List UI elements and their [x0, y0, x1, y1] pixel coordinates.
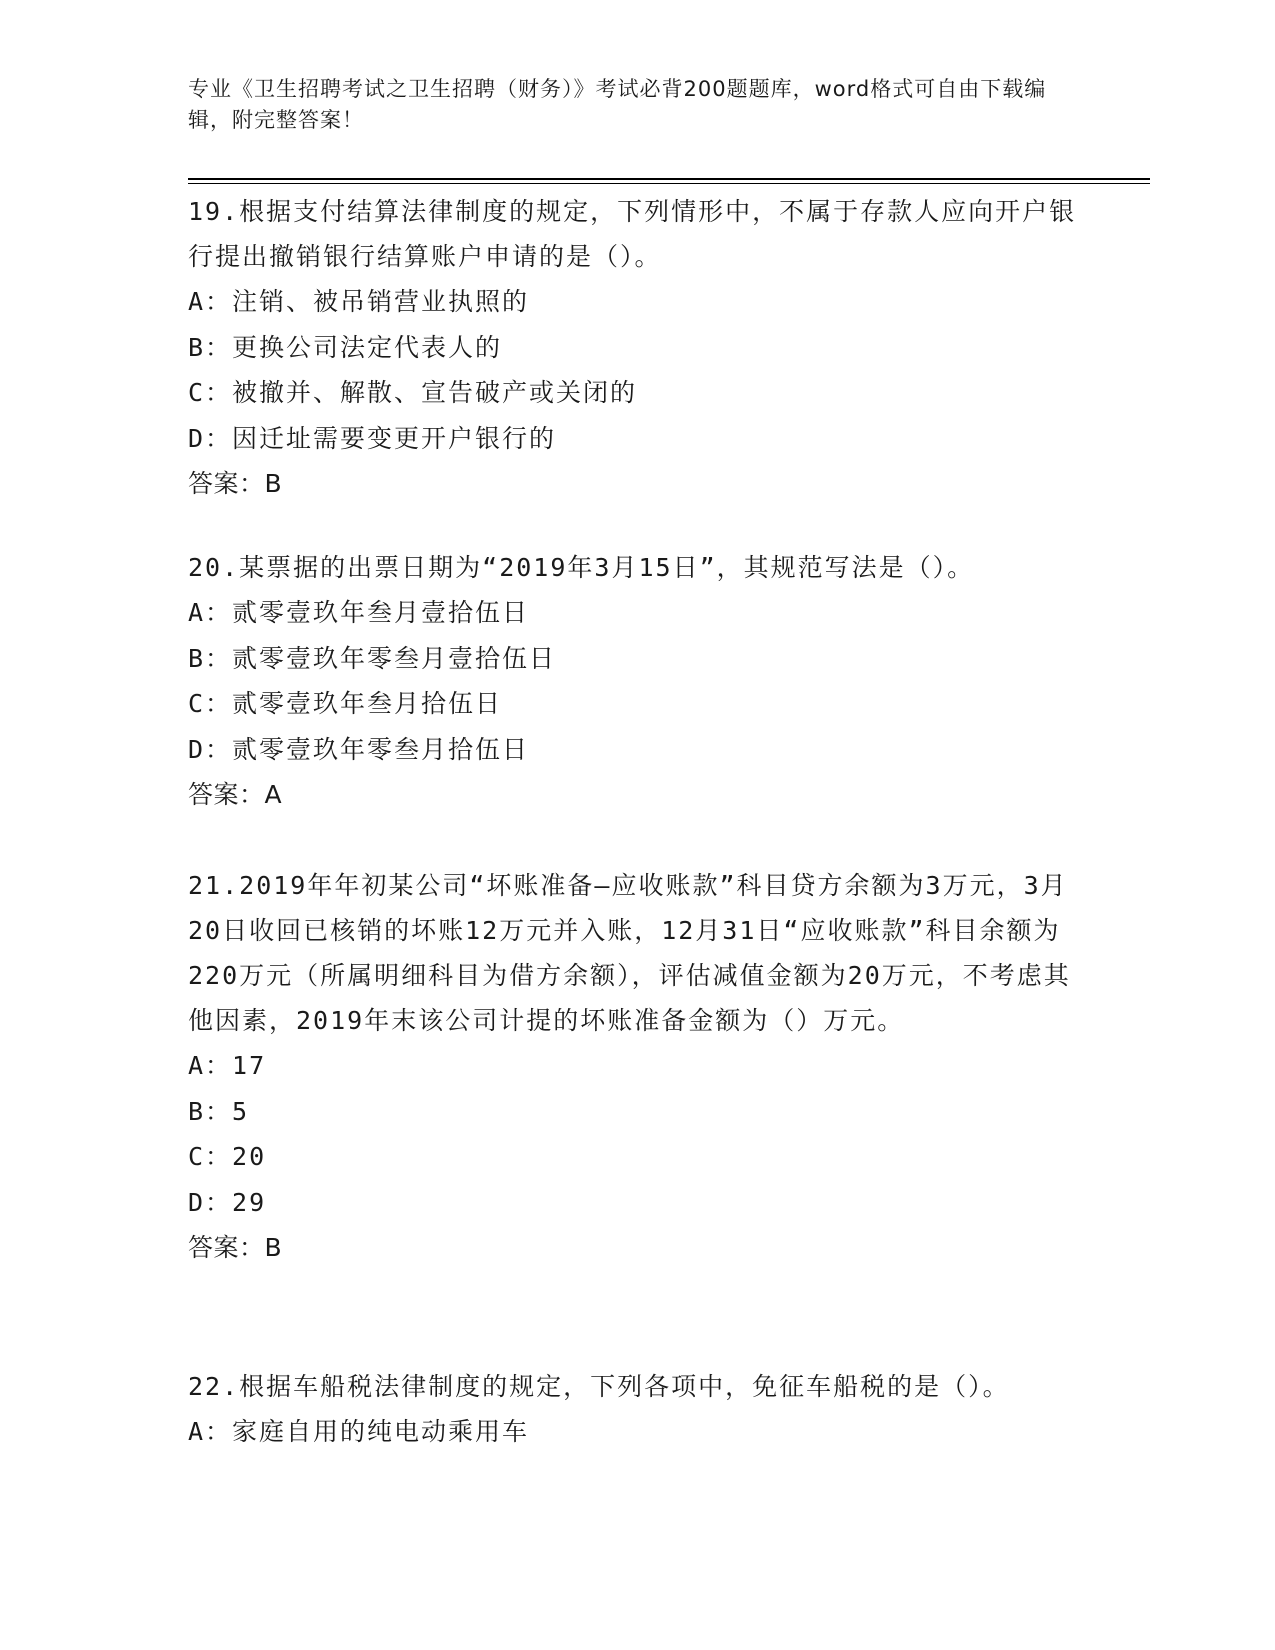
- answer-line: 答案：B: [188, 469, 283, 498]
- question-stem: 22.根据车船税法律制度的规定，下列各项中，免征车船税的是（）。: [188, 1372, 1010, 1401]
- option-c: C：被撤并、解散、宣告破产或关闭的: [188, 378, 638, 407]
- question-stem: 19.根据支付结算法律制度的规定，下列情形中，不属于存款人应向开户银行提出撤销银行结算账户申请的是（）。: [188, 197, 1077, 271]
- question-stem: 21.2019年年初某公司“坏账准备—应收账款”科目贷方余额为3万元，3月20日收回已核销的坏账12万元并入账，12月31日“应收账款”科目余额为220万元（所属明细科目为借方余额），评估减值金额为20万元，不考虑其他因素，2019年末该公司计提的坏账准备金额为（）万元。: [188, 871, 1071, 1035]
- option-a: A：贰零壹玖年叁月壹拾伍日: [188, 598, 530, 627]
- header-divider-thin: [188, 183, 1150, 184]
- option-d: D：因迁址需要变更开户银行的: [188, 423, 557, 453]
- answer-line: 答案：B: [188, 1233, 283, 1262]
- option-a: A：家庭自用的纯电动乘用车: [188, 1417, 530, 1446]
- header-divider-thick: [188, 178, 1150, 180]
- document-header: 专业《卫生招聘考试之卫生招聘（财务）》考试必背200题题库，word格式可自由下载编辑，附完整答案！: [188, 77, 1047, 132]
- option-d: D：29: [188, 1187, 267, 1217]
- answer-line: 答案：A: [188, 780, 283, 809]
- question-stem: 20.某票据的出票日期为“2019年3月15日”，其规范写法是（）。: [188, 553, 975, 582]
- option-d: D：贰零壹玖年零叁月拾伍日: [188, 734, 530, 764]
- option-b: B：5: [188, 1096, 250, 1126]
- option-c: C：20: [188, 1142, 267, 1171]
- question-22: [188, 1364, 1078, 1455]
- question-20: [188, 545, 1078, 818]
- option-c: C：贰零壹玖年叁月拾伍日: [188, 689, 503, 718]
- question-21: [188, 863, 1078, 1271]
- question-19: [188, 189, 1078, 507]
- option-b: B：更换公司法定代表人的: [188, 332, 503, 362]
- option-a: A：17: [188, 1051, 267, 1080]
- option-b: B：贰零壹玖年零叁月壹拾伍日: [188, 643, 557, 673]
- option-a: A：注销、被吊销营业执照的: [188, 287, 530, 316]
